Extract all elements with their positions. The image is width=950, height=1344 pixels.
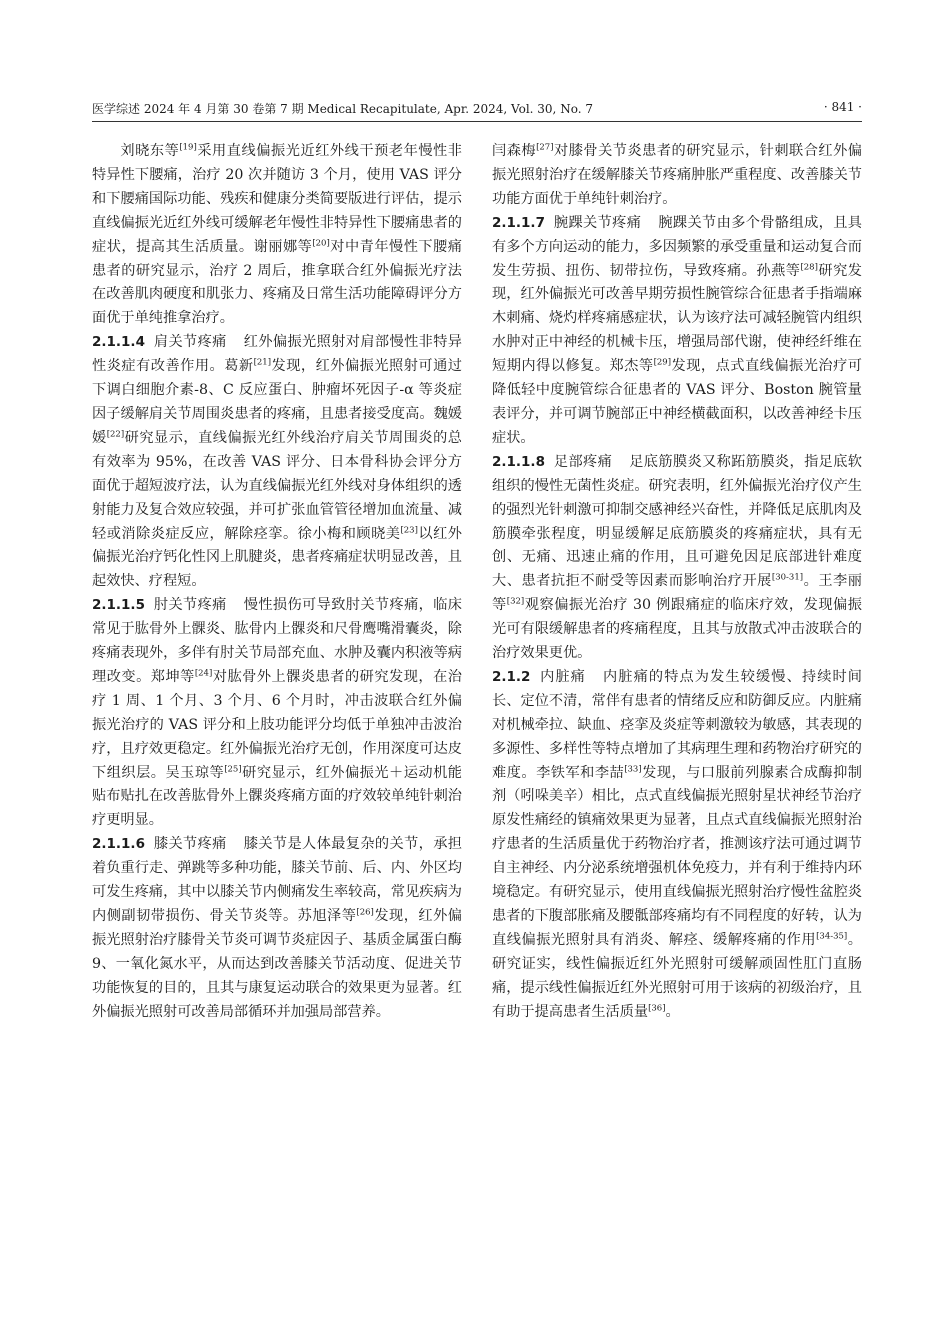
citation-ref: [25] — [224, 763, 242, 774]
section-number: 2.1.1.8 — [492, 453, 545, 470]
citation-ref: [36] — [648, 1002, 666, 1013]
section-number: 2.1.1.5 — [92, 597, 145, 614]
section-number: 2.1.1.6 — [92, 836, 145, 853]
citation-ref: [34-35] — [816, 931, 848, 942]
section-title: 内脏痛 — [538, 668, 586, 685]
section-body: 红外偏振光照射对肩部慢性非特异性炎症有改善作用。葛新[21]发现，红外偏振光照射可通过下调白细胞介素-8、C 反应蛋白、肿瘤坏死因子-α 等炎症因子缓解肩关节周围炎患者的疼痛，且患者接受度高。魏媛媛[22]研究显示，直线偏振光红外线治疗肩关节周围炎的总有效率为 95%，在改善 VAS 评分、日本骨科协会评分方面优于超短波疗法，认为直线偏振光红外线对身体组织的透射能力及复合效应较强，并可扩张血管管径增加血流量、减轻或消除炎症反应，解除痉挛。徐小梅和顾晓美[23]以红外偏振光治疗钙化性冈上肌腱炎，患者疼痛症状明显改善，且起效快、疗程短。 — [92, 334, 462, 590]
body-paragraph: 刘晓东等[19]采用直线偏振光近红外线干预老年慢性非特异性下腰痛，治疗 20 次并随访 3 个月，使用 VAS 评分和下腰痛国际功能、残疾和健康分类简要版进行评估，提示直线偏振光近红外线可缓解老年慢性非特异性下腰痛患者的症状，提高其生活质量。谢丽娜等[20]对中青年慢性下腰痛患者的研究显示，治疗 2 周后，推拿联合红外偏振光疗法在改善肌肉硬度和肌张力、疼痛及日常生活功能障碍评分方面优于单纯推拿治疗。 — [92, 142, 462, 327]
section-title: 膝关节疼痛 — [153, 836, 227, 853]
section-body: 膝关节是人体最复杂的关节，承担着负重行走、弹跳等多种功能，膝关节前、后、内、外区均可发生疼痛，其中以膝关节内侧痛发生率较高，常见疾病为内侧副韧带损伤、骨关节炎等。苏旭泽等[26]发现，红外偏振光照射治疗膝骨关节炎可调节炎症因子、基质金属蛋白酶 9、一氧化氮水平，从而达到改善膝关节活动度、促进关节功能恢复的目的，且其与康复运动联合的效果更为显著。红外偏振光照射可改善局部循环并加强局部营养。 — [92, 836, 462, 1020]
section-paragraph — [92, 331, 462, 594]
section-title: 肩关节疼痛 — [153, 334, 227, 351]
section-body: 慢性损伤可导致肘关节疼痛，临床常见于肱骨外上髁炎、肱骨内上髁炎和尺骨鹰嘴滑囊炎，除疼痛表现外，多伴有肘关节局部充血、水肿及囊内积液等病理改变。郑坤等[24]对肱骨外上髁炎患者的研究发现，在治疗 1 周、1 个月、3 个月、6 个月时，冲击波联合红外偏振光治疗的 VAS 评分和上肢功能评分均低于单独冲击波治疗，且疗效更稳定。红外偏振光治疗无创，作用深度可达皮下组织层。吴玉琼等[25]研究显示，红外偏振光＋运动机能贴布贴扎在改善肱骨外上髁炎疼痛方面的疗效较单纯针刺治疗更明显。 — [92, 597, 462, 829]
citation-ref: [30-31] — [771, 572, 804, 583]
citation-ref: [21] — [253, 357, 272, 368]
citation-ref: [19] — [179, 142, 197, 153]
section-paragraph — [92, 594, 462, 833]
citation-ref: [32] — [506, 596, 525, 607]
section-body: 内脏痛的特点为发生较缓慢、持续时间长、定位不清，常伴有患者的情绪反应和防御反应。内脏痛对机械牵拉、缺血、痉挛及炎症等刺激较为敏感，其表现的多源性、多样性等特点增加了其病理生理和药物治疗研究的难度。李铁军和李喆[33]发现，与口服前列腺素合成酶抑制剂（吲哚美辛）相比，点式直线偏振光照射星状神经节治疗原发性痛经的镇痛效果更为显著，且点式直线偏振光照射治疗患者的生活质量优于药物治疗者，推测该疗法可通过调节自主神经、内分泌系统增强机体免疫力，并有利于维持内环境稳定。有研究显示，使用直线偏振光照射治疗慢性盆腔炎患者的下腹部胀痛及腰骶部疼痛均有不同程度的好转，认为直线偏振光照射具有消炎、解痉、缓解疼痛的作用[34-35]。研究证实，线性偏振近红外光照射可缓解顽固性肛门直肠痛，提示线性偏振近红外光照射可用于该病的初级治疗，且有助于提高患者生活质量[36]。 — [492, 668, 862, 1020]
citation-ref: [27] — [536, 142, 554, 153]
section-title: 腕踝关节疼痛 — [553, 214, 642, 231]
section-paragraph — [492, 212, 862, 451]
section-number: 2.1.1.7 — [492, 214, 545, 231]
citation-ref: [28] — [800, 261, 818, 272]
section-title: 足部疼痛 — [553, 453, 613, 470]
citation-ref: [20] — [312, 237, 330, 248]
journal-info: 医学综述 2024 年 4 月第 30 卷第 7 期 Medical Recapitulate, Apr. 2024, Vol. 30, No. 7 — [92, 102, 593, 116]
section-number: 2.1.2 — [492, 668, 531, 685]
citation-ref: [24] — [194, 668, 213, 679]
running-header — [92, 100, 862, 118]
section-paragraph — [92, 833, 462, 1024]
page-number: · 841 · — [823, 100, 862, 114]
citation-ref: [26] — [356, 907, 374, 918]
section-body: 足底筋膜炎又称跖筋膜炎，指足底软组织的慢性无菌性炎症。研究表明，红外偏振光治疗仪产生的强烈光针刺激可抑制交感神经兴奋性，并降低足底肌肉及筋膜牵张程度，明显缓解足底筋膜炎的疼痛症状，具有无创、无痛、迅速止痛的作用，且可避免因足底部进针难度大、患者抗拒不耐受等因素而影响治疗开展[30-31]。王李丽等[32]观察偏振光治疗 30 例跟痛症的临床疗效，发现偏振光可有限缓解患者的疼痛程度，且其与放散式冲击波联合的治疗效果更优。 — [492, 453, 862, 662]
citation-ref: [33] — [624, 763, 642, 774]
right-column — [492, 140, 862, 1025]
header-rule — [92, 121, 862, 122]
left-column — [92, 140, 462, 1025]
continued-paragraph: 闫森梅[27]对膝骨关节炎患者的研究显示，针刺联合红外偏振光照射治疗在缓解膝关节疼痛肿胀严重程度、改善膝关节功能方面优于单纯针刺治疗。 — [492, 142, 862, 207]
citation-ref: [22] — [106, 429, 125, 440]
section-paragraph — [492, 666, 862, 1025]
citation-ref: [23] — [400, 524, 418, 535]
citation-ref: [29] — [653, 357, 672, 368]
section-title: 肘关节疼痛 — [153, 597, 227, 614]
section-body: 腕踝关节由多个骨骼组成，且具有多个方向运动的能力，多因频繁的承受重量和运动复合而发生劳损、扭伤、韧带拉伤，导致疼痛。孙燕等[28]研究发现，红外偏振光可改善早期劳损性腕管综合征患者手指端麻木刺痛、烧灼样疼痛感症状，认为该疗法可减轻腕管内组织水肿对正中神经的机械卡压，增强局部代谢，使神经纤维在短期内得以修复。郑杰等[29]发现，点式直线偏振光治疗可降低轻中度腕管综合征患者的 VAS 评分、Boston 腕管量表评分，并可调节腕部正中神经横截面积，以改善神经卡压症状。 — [492, 214, 862, 446]
section-number: 2.1.1.4 — [92, 334, 145, 351]
section-paragraph — [492, 451, 862, 666]
